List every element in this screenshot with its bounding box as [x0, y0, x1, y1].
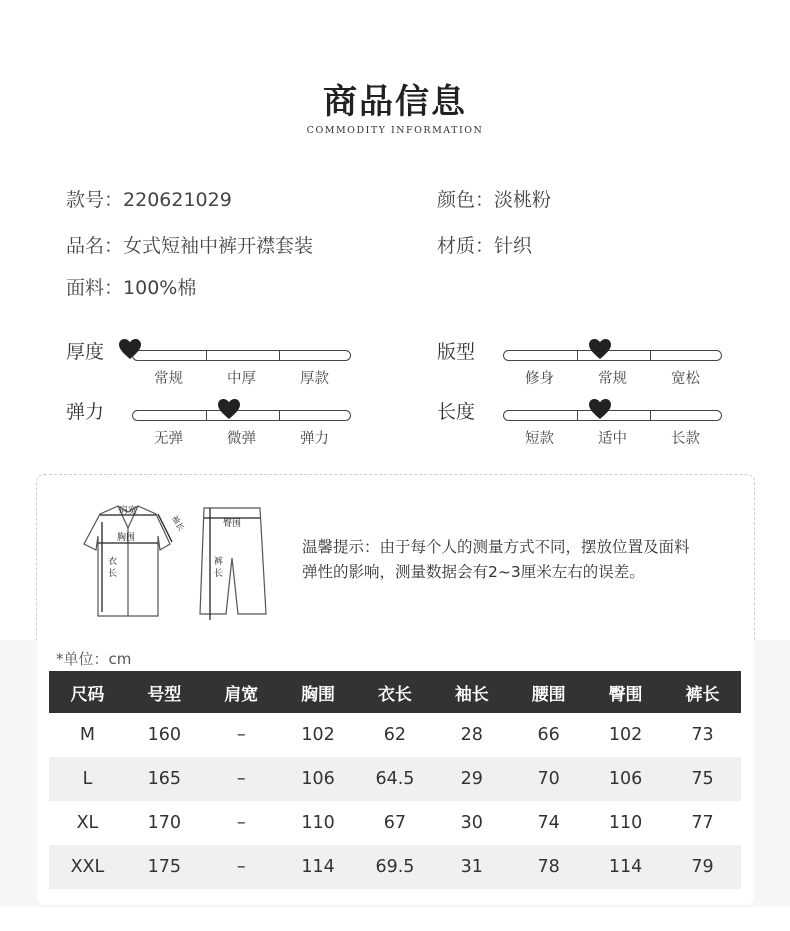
rating-track	[503, 350, 722, 361]
table-cell: –	[203, 845, 280, 889]
fabric-key: 面料：	[66, 277, 124, 299]
shirt-outline-icon	[84, 506, 170, 616]
model-number	[66, 185, 232, 212]
heart-icon	[217, 398, 241, 420]
rating-option: 微弹	[227, 431, 256, 447]
rating-label: 厚度	[66, 341, 105, 363]
table-cell: 175	[126, 845, 203, 889]
rating-thickness	[66, 337, 356, 387]
col-header: 尺码	[49, 671, 126, 713]
rating-option: 常规	[154, 371, 183, 387]
table-cell: 75	[664, 757, 741, 801]
col-header: 衣长	[357, 671, 434, 713]
sleeve-label: 袖长	[170, 514, 186, 533]
table-cell: 114	[587, 845, 664, 889]
color-info	[437, 185, 551, 212]
table-cell: 31	[433, 845, 510, 889]
table-cell: 70	[510, 757, 587, 801]
length-label-2: 长	[108, 569, 118, 579]
table-cell: 64.5	[357, 757, 434, 801]
tip-line-2: 弹性的影响，测量数据会有2~3厘米左右的误差。	[302, 563, 645, 581]
rating-option: 常规	[598, 371, 627, 387]
col-header: 号型	[126, 671, 203, 713]
table-header-row	[49, 671, 741, 713]
col-header: 腰围	[510, 671, 587, 713]
page-subtitle: COMMODITY INFORMATION	[306, 125, 484, 136]
product-name	[66, 231, 313, 258]
table-cell: XL	[76, 813, 99, 833]
name-key: 品名：	[66, 235, 124, 257]
material-info	[437, 231, 532, 258]
garment-diagram	[70, 494, 290, 630]
rating-label: 版型	[437, 341, 476, 363]
measurement-tip	[302, 535, 742, 585]
rating-length	[437, 397, 727, 447]
rating-label: 长度	[437, 401, 476, 423]
rating-option: 宽松	[671, 371, 700, 387]
table-cell: 102	[301, 725, 335, 745]
table-cell: –	[203, 757, 280, 801]
table-row	[49, 713, 741, 757]
model-value: 220621029	[123, 189, 232, 211]
rating-track	[132, 410, 351, 421]
rating-track	[503, 410, 722, 421]
table-cell: 28	[460, 725, 483, 745]
col-header: 肩宽	[203, 671, 280, 713]
col-header: 裤长	[664, 671, 741, 713]
rating-label: 弹力	[66, 401, 105, 423]
col-header: 袖长	[433, 671, 510, 713]
table-cell: 62	[383, 725, 407, 745]
table-cell: 160	[147, 725, 182, 745]
table-cell: 73	[691, 725, 714, 745]
table-cell: 114	[280, 845, 357, 889]
table-cell: 170	[147, 813, 182, 833]
model-key: 款号：	[66, 189, 124, 211]
fabric-info	[66, 273, 196, 300]
rating-option: 弹力	[300, 431, 329, 447]
table-cell: –	[236, 725, 246, 745]
rating-option: 长款	[671, 431, 700, 447]
table-cell: XXL	[49, 845, 126, 889]
table-cell: 102	[608, 725, 643, 745]
table-row	[49, 845, 741, 889]
rating-elasticity	[66, 397, 356, 447]
page-title: 商品信息	[323, 82, 467, 122]
table-cell: L	[49, 757, 126, 801]
material-value: 针织	[494, 235, 533, 257]
heart-icon	[588, 338, 612, 360]
unit-label: *单位：cm	[56, 650, 132, 668]
color-key: 颜色：	[437, 189, 495, 211]
color-value: 淡桃粉	[494, 189, 552, 211]
table-cell: –	[236, 813, 246, 833]
size-table	[49, 671, 741, 889]
fabric-value: 100%棉	[123, 277, 197, 299]
table-cell: 67	[383, 813, 407, 833]
hip-label: 臀围	[222, 519, 242, 529]
length-label-1: 衣	[108, 557, 118, 567]
table-cell: 69.5	[357, 845, 434, 889]
rating-option: 短款	[525, 431, 554, 447]
table-cell: 165	[126, 757, 203, 801]
table-cell: 30	[460, 813, 483, 833]
table-cell: 78	[510, 845, 587, 889]
shoulder-label: 肩宽	[118, 506, 138, 516]
rating-track	[132, 350, 351, 361]
pants-length-label-1: 裤	[214, 557, 224, 567]
table-cell: 110	[608, 813, 643, 833]
table-cell: 29	[433, 757, 510, 801]
pants-length-label-2: 长	[214, 569, 224, 579]
table-cell: 110	[301, 813, 335, 833]
table-cell: 79	[664, 845, 741, 889]
rating-option: 修身	[525, 371, 554, 387]
material-key: 材质：	[437, 235, 495, 257]
rating-option: 中厚	[227, 371, 256, 387]
table-cell: 77	[691, 813, 714, 833]
tip-line-1: 温馨提示：由于每个人的测量方式不同，摆放位置及面料	[302, 538, 690, 556]
rating-option: 厚款	[300, 371, 329, 387]
table-cell: 66	[537, 725, 560, 745]
name-value: 女式短袖中裤开襟套装	[123, 235, 314, 257]
col-header: 臀围	[587, 671, 664, 713]
table-cell: 74	[537, 813, 560, 833]
table-cell: M	[79, 725, 95, 745]
table-row	[49, 801, 741, 845]
table-cell: 106	[280, 757, 357, 801]
table-row	[49, 757, 741, 801]
chest-label: 胸围	[116, 533, 136, 543]
rating-fit	[437, 337, 727, 387]
col-header: 胸围	[280, 671, 357, 713]
heart-icon	[118, 338, 142, 360]
heart-icon	[588, 398, 612, 420]
table-cell: 106	[587, 757, 664, 801]
rating-option: 无弹	[154, 431, 183, 447]
rating-option: 适中	[598, 431, 627, 447]
